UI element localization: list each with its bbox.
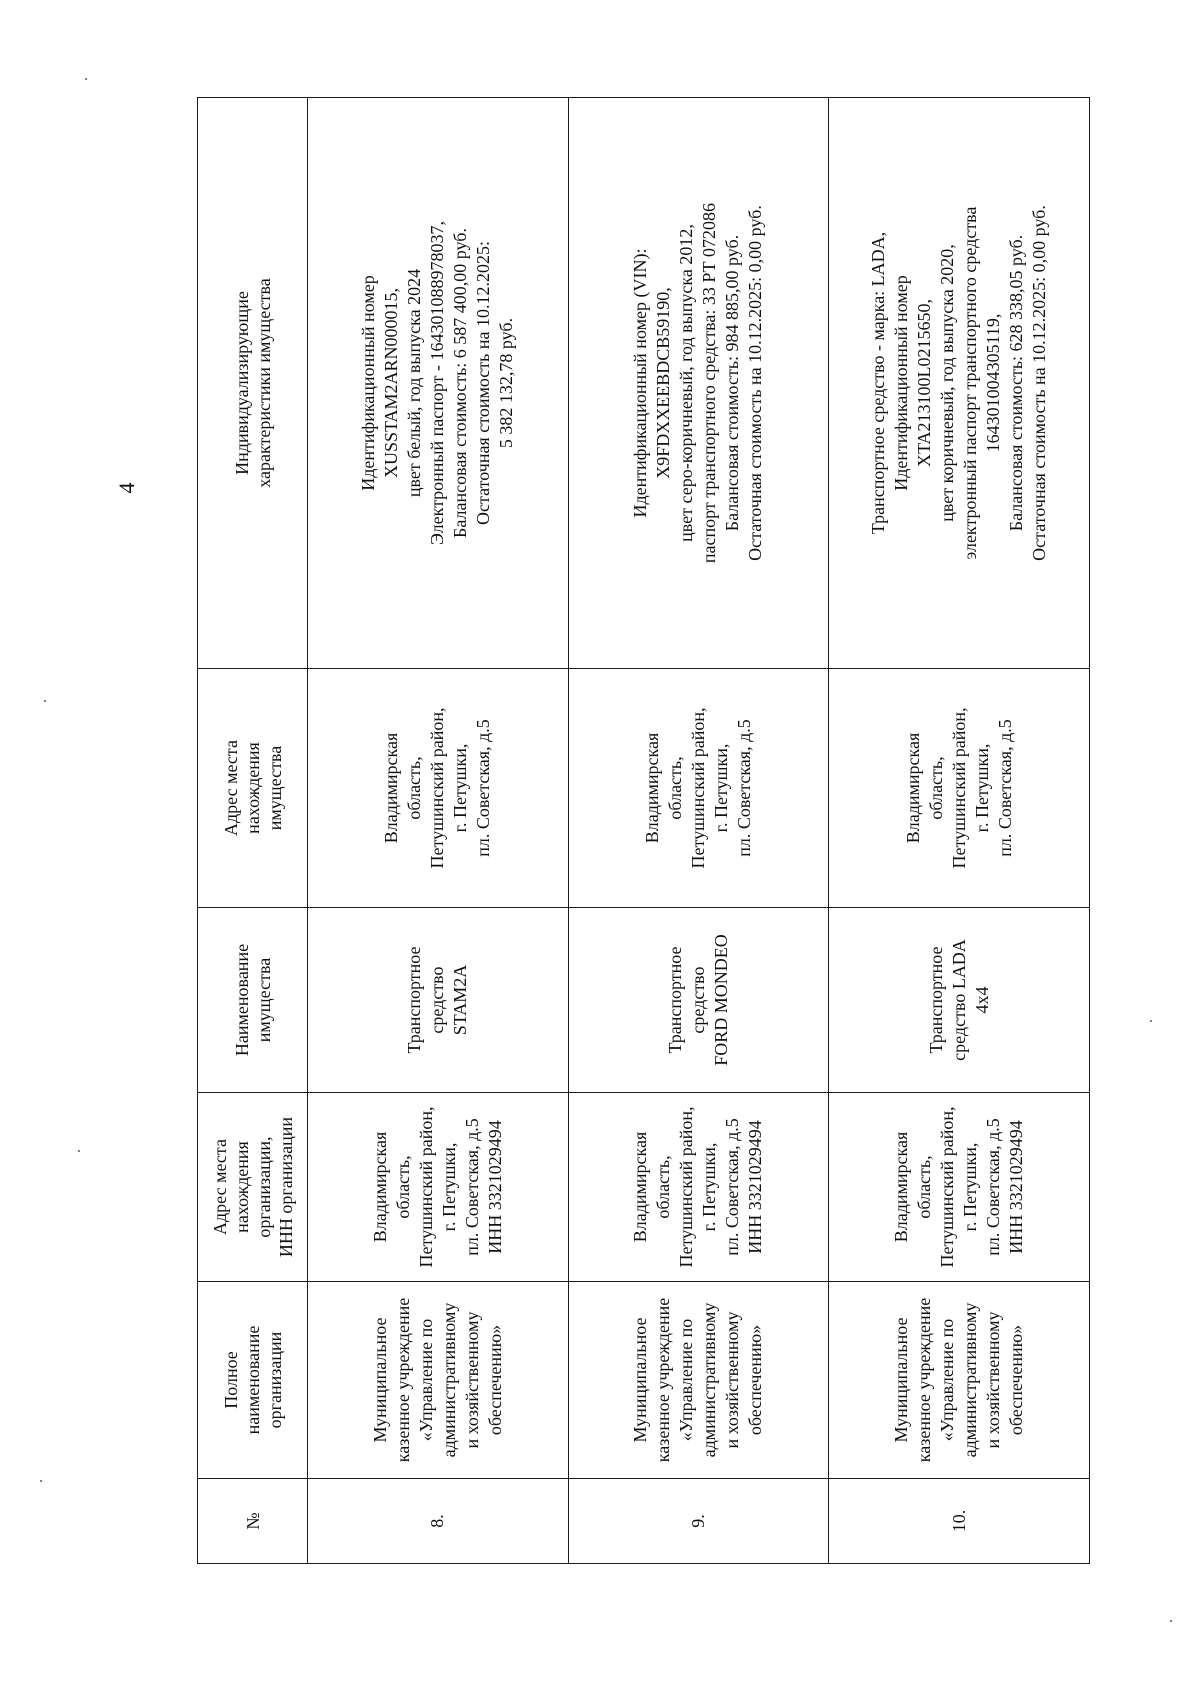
scan-speck [1170, 1620, 1172, 1622]
org-address-cell: Владимирская область, Петушинский район, г. Петушки, пл. Советская, д.5 ИНН 3321029494 [568, 1093, 829, 1282]
header-number: № [198, 1479, 308, 1564]
property-name-cell: Транспортное средство FORD MONDEO [568, 908, 829, 1093]
org-address-cell: Владимирская область, Петушинский район, г. Петушки, пл. Советская, д.5 ИНН 3321029494 [308, 1093, 569, 1282]
org-address-cell: Владимирская область, Петушинский район, г. Петушки, пл. Советская, д.5 ИНН 3321029494 [829, 1093, 1090, 1282]
characteristics-cell: Идентификационный номер (VIN): X9FDXXEEBDCB59190, цвет серо-коричневый, год выпуска 2012, паспорт транспортного средства: 33 РТ 072086 Балансовая стоимость: 984 885,00 руб. Остаточная стоимость на 10.12.2025: 0,00 руб. [568, 98, 829, 669]
scan-speck [85, 78, 87, 80]
scan-speck [44, 700, 46, 702]
property-name-cell: Транспортное средство STAM2A [308, 908, 569, 1093]
header-property-address: Адрес места нахождения имущества [198, 669, 308, 908]
org-name-cell: Муниципальное казенное учреждение «Управление по административному и хозяйственному обеспечению» [308, 1282, 569, 1479]
table-row [568, 98, 829, 1564]
table-header-row [198, 98, 308, 1564]
row-number: 10. [829, 1479, 1090, 1564]
header-org-address: Адрес места нахождения организации, ИНН организации [198, 1093, 308, 1282]
property-table [197, 97, 1090, 1564]
scan-speck [78, 1150, 80, 1152]
header-org-name: Полное наименование организации [198, 1282, 308, 1479]
table-row [308, 98, 569, 1564]
characteristics-cell: Транспортное средство - марка: LADA, Идентификационный номер XTA213100L0215650, цвет коричневый, год выпуска 2020, электронный паспорт транспортного средства 164301004305119, Балансовая стоимость: 628 338,05 руб. Остаточная стоимость на 10.12.2025: 0,00 руб. [829, 98, 1090, 669]
property-table-container [197, 98, 1090, 1564]
property-name-cell: Транспортное средство LADA 4x4 [829, 908, 1090, 1093]
org-name-cell: Муниципальное казенное учреждение «Управление по административному и хозяйственному обеспечению» [568, 1282, 829, 1479]
header-property-name: Наименование имущества [198, 908, 308, 1093]
property-address-cell: Владимирская область, Петушинский район, г. Петушки, пл. Советская, д.5 [829, 669, 1090, 908]
characteristics-cell: Идентификационный номер XUSSTAM2ARN000015, цвет белый, год выпуска 2024 Электронный паспорт - 164301088978037, Балансовая стоимость: 6 587 400,00 руб. Остаточная стоимость на 10.12.2025: 5 382 132,78 руб. [308, 98, 569, 669]
org-name-cell: Муниципальное казенное учреждение «Управление по административному и хозяйственному обеспечению» [829, 1282, 1090, 1479]
table-row [829, 98, 1090, 1564]
property-address-cell: Владимирская область, Петушинский район, г. Петушки, пл. Советская, д.5 [308, 669, 569, 908]
row-number: 9. [568, 1479, 829, 1564]
property-address-cell: Владимирская область, Петушинский район, г. Петушки, пл. Советская, д.5 [568, 669, 829, 908]
header-characteristics: Индивидуализирующие характеристики имущества [198, 98, 308, 669]
page-number: 4 [114, 482, 139, 494]
scan-speck [1150, 1020, 1152, 1022]
row-number: 8. [308, 1479, 569, 1564]
scan-speck [40, 1480, 42, 1482]
